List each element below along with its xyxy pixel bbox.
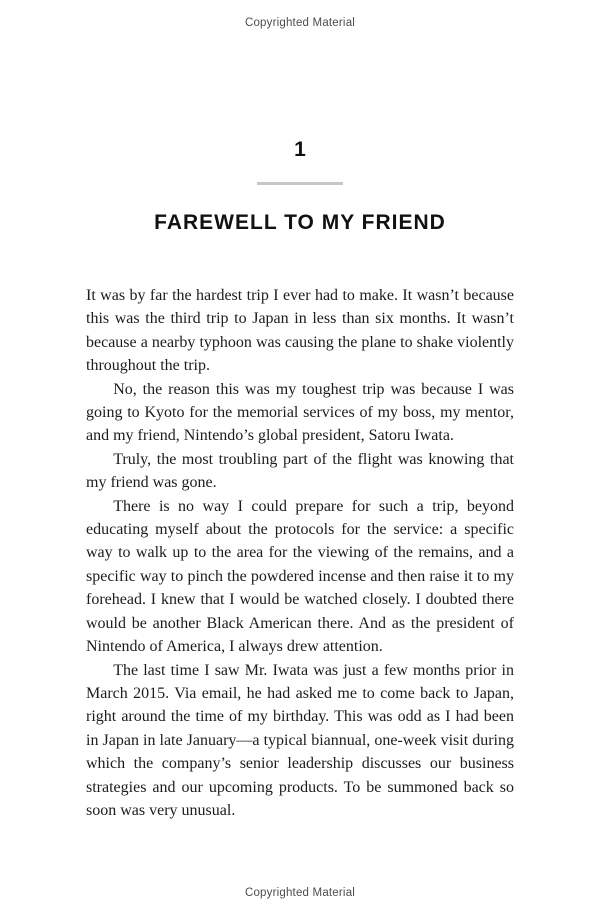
body-paragraph: Truly, the most troubling part of the flight was knowing that my friend was gone. xyxy=(86,450,514,492)
body-paragraph: There is no way I could prepare for such a trip, beyond educating myself about the protocols for the service: a specific way to walk up to the area for the viewing of the remains, and a specific way to pinch the powdered incense and then raise it to my forehead. I knew that I would be watched closely. I doubted there would be another Black American there. And as the president of Nintendo of America, I always drew attention. xyxy=(86,497,514,656)
body-text xyxy=(86,284,514,822)
chapter-number: 1 xyxy=(294,138,306,161)
body-paragraph: No, the reason this was my toughest trip was because I was going to Kyoto for the memorial services of my boss, my mentor, and my friend, Nintendo’s global president, Satoru Iwata. xyxy=(86,380,514,445)
body-paragraph: It was by far the hardest trip I ever had to make. It wasn’t because this was the third trip to Japan in less than six months. It wasn’t because a nearby typhoon was causing the plane to shake violently throughout the trip. xyxy=(86,287,514,375)
copyright-notice-bottom: Copyrighted Material xyxy=(244,887,356,899)
chapter-title: FAREWELL TO MY FRIEND xyxy=(154,211,446,234)
body-paragraph: The last time I saw Mr. Iwata was just a few months prior in March 2015. Via email, he had asked me to come back to Japan, right around the time of my birthday. This was odd as I had been in Japan in late January—a typical biannual, one-week visit during which the company’s senior leadership discusses our business strategies and our upcoming products. To be summoned back so soon was very unusual. xyxy=(86,661,514,819)
copyright-notice-top: Copyrighted Material xyxy=(244,17,356,29)
chapter-divider-rule xyxy=(257,182,343,185)
